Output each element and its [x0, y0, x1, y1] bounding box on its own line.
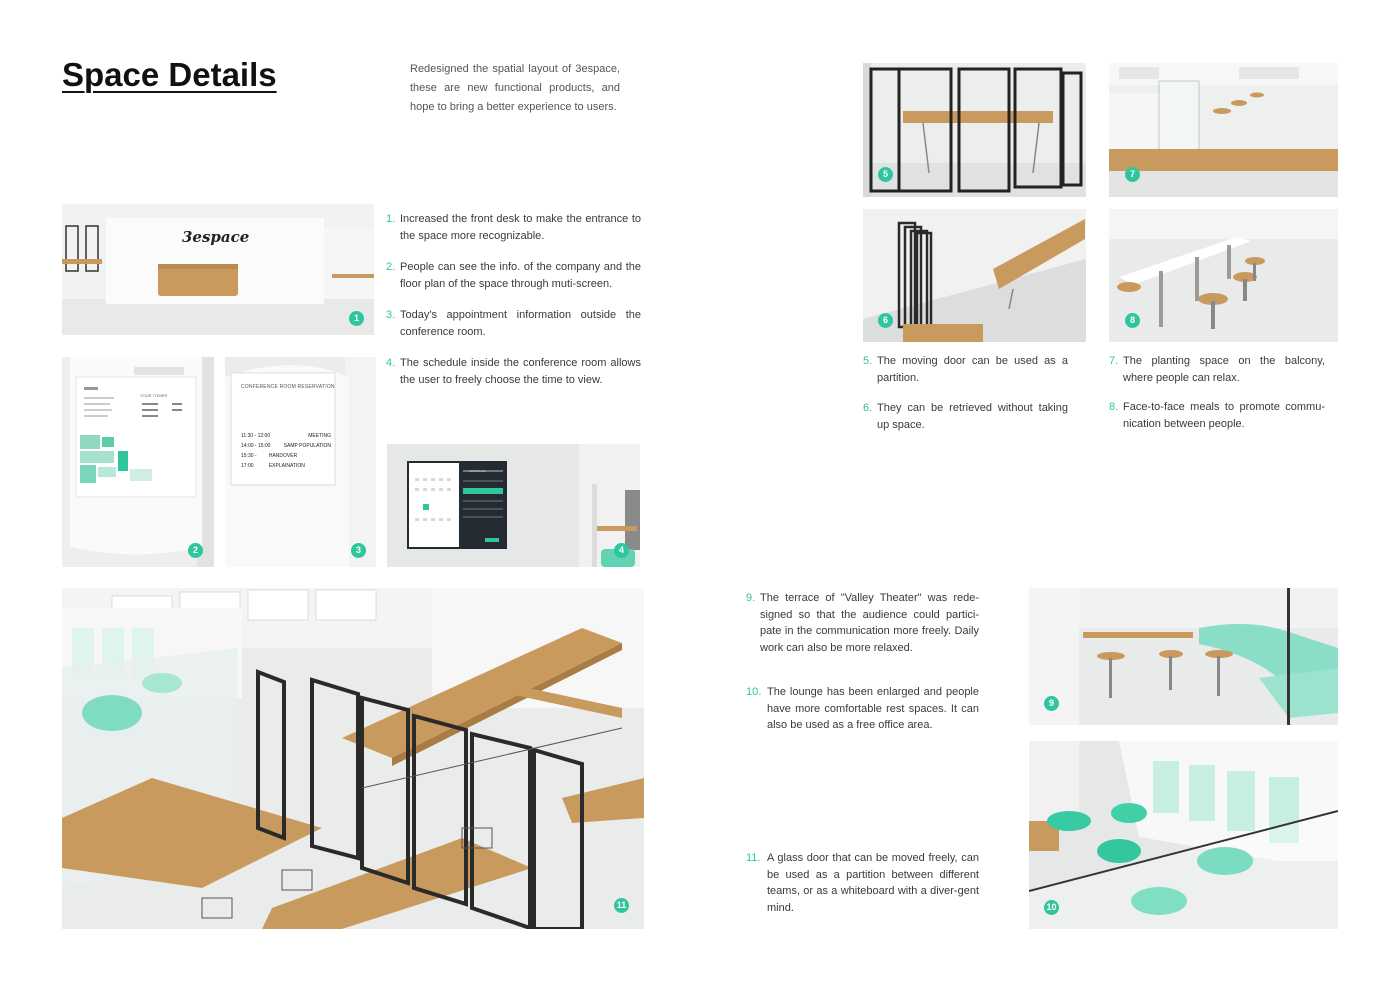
note-text: A glass door that can be moved freely, can be used as a partition between different teams, or as a whiteboard with a diver-gent mind.: [767, 852, 979, 914]
photo-badge: 2: [188, 543, 203, 558]
photo-folded-doors: [863, 209, 1086, 342]
photo-badge: 1: [349, 311, 364, 326]
note-text: The planting space on the balcony, where people can relax.: [1123, 355, 1325, 384]
note-text: Today's appointment information outside the conference room.: [400, 309, 641, 338]
notes-doors: [863, 353, 1068, 433]
reservation-row: [241, 431, 331, 441]
note-text: Increased the front desk to make the entrance to the space more recognizable.: [400, 213, 641, 242]
photo-balcony: [1109, 63, 1338, 197]
note-item: [1109, 353, 1325, 386]
schedule-screen-title: SCHEDULE: [469, 469, 486, 473]
photo-info-screen: [62, 357, 214, 567]
note-item: [386, 307, 641, 340]
photo-badge: 3: [351, 543, 366, 558]
note-text: People can see the info. of the company and the floor plan of the space through muti-screen.: [400, 261, 641, 290]
photo-badge: 8: [1125, 313, 1140, 328]
note-number: 3.: [386, 309, 396, 321]
note-number: 7.: [1109, 355, 1119, 367]
photo-badge: 11: [614, 898, 629, 913]
photo-glass-doors: [62, 588, 644, 929]
note-item: [863, 353, 1068, 386]
front-desk-logo: 3espace: [182, 228, 250, 246]
reservation-event: HANDOVER EXPLAINATION: [268, 453, 305, 469]
note-item: [746, 684, 979, 734]
reservation-list: [241, 431, 331, 471]
notes-front-desk: [386, 211, 641, 388]
note-number: 9.: [746, 592, 756, 604]
note-number: 8.: [1109, 401, 1119, 413]
note-number: 5.: [863, 355, 873, 367]
note-number: 1.: [386, 213, 396, 225]
note-text: Face-to-face meals to promote commu-nication between people.: [1123, 401, 1325, 430]
note-text: The moving door can be used as a partition.: [877, 355, 1068, 384]
reservation-time: 15:30 - 17:00: [241, 453, 257, 469]
photo-badge: 10: [1044, 900, 1059, 915]
photo-valley-theater: [1029, 588, 1338, 725]
note-item: [746, 590, 979, 656]
note-text: The terrace of "Valley Theater" was rede-signed so that the audience could partici-pate in the communication more freely. Daily work can also be more relaxed.: [760, 592, 979, 654]
reservation-event: MEETING: [308, 433, 331, 439]
photo-badge: 9: [1044, 696, 1059, 711]
note-item: [386, 259, 641, 292]
notes-balcony: [1109, 353, 1325, 432]
reservation-time: 14:00 - 15:00: [241, 443, 271, 449]
photo-badge: 5: [878, 167, 893, 182]
photo-dining-table: [1109, 209, 1338, 342]
note-number: 10.: [746, 686, 762, 698]
note-text: The lounge has been enlarged and people have more comfortable rest spaces. It can also be used as a free office area.: [767, 686, 979, 731]
notes-glass-door: [746, 850, 979, 916]
note-text: They can be retrieved without taking up space.: [877, 402, 1068, 431]
reservation-time: 11:30 - 12:00: [241, 433, 271, 439]
photo-badge: 4: [614, 543, 629, 558]
photo-badge: 6: [878, 313, 893, 328]
intro-text: Redesigned the spatial layout of 3espace, these are new functional products, and hope to bring a better experience to users.: [410, 63, 620, 113]
notes-theater: [746, 590, 979, 734]
note-item: [863, 400, 1068, 433]
reservation-row: [241, 451, 331, 471]
note-number: 4.: [386, 357, 396, 369]
photo-reservation-screen: [225, 357, 376, 567]
note-item: [386, 355, 641, 388]
reservation-event: SAMP POPULATION: [283, 443, 331, 449]
photo-lounge: [1029, 741, 1338, 929]
note-item: [1109, 399, 1325, 432]
note-item: [746, 850, 979, 916]
photo-front-desk: [62, 204, 374, 335]
photo-badge: 7: [1125, 167, 1140, 182]
photo-moving-doors: [863, 63, 1086, 197]
note-text: The schedule inside the conference room allows the user to freely choose the time to view.: [400, 357, 641, 386]
note-number: 2.: [386, 261, 396, 273]
note-number: 11.: [746, 852, 761, 864]
page-title: Space Details: [62, 56, 277, 93]
reservation-row: [241, 441, 331, 451]
photo-schedule-screen: [387, 444, 640, 567]
info-screen-title: YOUR TOWER: [140, 393, 168, 398]
note-number: 6.: [863, 402, 873, 414]
reservation-screen-title: CONFERENCE ROOM RESERVATION: [241, 384, 335, 390]
note-item: [386, 211, 641, 244]
